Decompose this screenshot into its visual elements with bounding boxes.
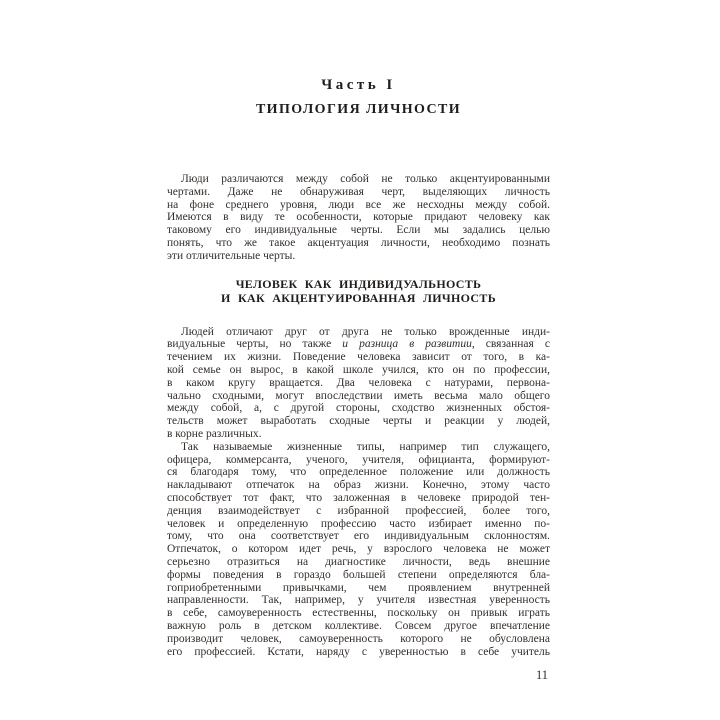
text-line: его профессией. Кстати, наряду с уверенностью в себе учитель: [167, 645, 550, 658]
text-line: кой семье он вырос, в какой школе учился, кто он по профессии,: [167, 363, 550, 376]
text-line: чертами. Даже не обнаруживая черт, выделяющих личность: [167, 185, 550, 198]
text-line: между собой, а, с другой стороны, сходство жизненных обстоя-: [167, 402, 550, 415]
text-line: Людей отличают друг от друга не только врожденные инди-: [181, 325, 550, 338]
body-paragraph-1: [167, 326, 550, 441]
body-paragraphs: [167, 326, 550, 659]
text-line: Отпечаток, о котором идет речь, у взрослого человека не может: [167, 543, 550, 556]
text-line: тельств может выработать сходные черты и реакции у людей,: [167, 415, 550, 428]
part-subtitle: ТИПОЛОГИЯ ЛИЧНОСТИ: [255, 102, 462, 117]
text-line: способствует тот факт, что заложенная в человеке природой тен-: [167, 491, 550, 504]
text-line: тому, что она соответствует его индивидуальным склонностям.: [167, 530, 550, 543]
text-line: производит человек, самоуверенность которого не обусловлена: [167, 632, 550, 645]
text-line: серьезно отразиться на диагностике личности, ведь внешние: [167, 555, 550, 568]
text-segment: , связанная с: [471, 338, 550, 351]
text-line: на фоне среднего уровня, люди все же несходны между собой.: [167, 198, 550, 211]
text-line: Люди различаются между собой не только акцентуированными: [181, 173, 550, 185]
text-line: в себе, самоуверенность естественны, поскольку он привык играть: [167, 607, 550, 620]
text-line: гоприобретенными привычками, чем проявлением внутренней: [167, 581, 550, 594]
page-number: 11: [535, 668, 548, 683]
intro-paragraph: [167, 173, 550, 263]
text-line: человек и определенную профессию часто избирает именно по-: [167, 517, 550, 530]
text-line: понять, что же такое акцентуация личности, необходимо познать: [167, 236, 550, 249]
text-line: Так называемые жизненные типы, например тип служащего,: [181, 440, 550, 453]
text-line: Имеются в виду те особенности, которые придают человеку как: [167, 211, 550, 224]
text-line: в корне различных.: [167, 427, 262, 440]
chapter-heading: [167, 277, 550, 306]
text-line: накладывают отпечаток на образ жизни. Конечно, этому часто: [167, 479, 550, 492]
text-line: ся благодаря тому, что определенное положение или должность: [167, 466, 550, 479]
text-line: формы поведения в гораздо большей степени определяются бла-: [167, 568, 550, 581]
text-line: [167, 338, 550, 351]
text-line: эти отличительные черты.: [167, 249, 296, 262]
text-line: денция взаимодействует с избранной профессией, более того,: [167, 504, 550, 517]
body-paragraph-2: [167, 441, 550, 659]
text-line: чально сходными, могут впоследствии иметь весьма мало общего: [167, 389, 550, 402]
text-segment: видуальные черты, но также: [167, 338, 343, 351]
text-line: течением их жизни. Поведение человека зависит от того, в ка-: [167, 351, 550, 364]
chapter-heading-line-2: И КАК АКЦЕНТУИРОВАННАЯ ЛИЧНОСТЬ: [221, 291, 496, 306]
italic-phrase: и разница в развитии: [342, 338, 472, 351]
text-line: офицера, коммерсанта, ученого, учителя, официанта, формируют-: [167, 453, 550, 466]
text-line: в каком кругу вращается. Два человека с натурами, первона-: [167, 376, 550, 389]
part-title: Часть I: [321, 77, 396, 93]
text-line: направленности. Так, например, у учителя известная уверенность: [167, 594, 550, 607]
page-content: [167, 0, 550, 682]
text-line: таковому его индивидуальные черты. Если мы задались целью: [167, 224, 550, 237]
chapter-heading-line-1: ЧЕЛОВЕК КАК ИНДИВИДУАЛЬНОСТЬ: [235, 276, 482, 291]
text-line: важную роль в детском коллективе. Совсем другое впечатление: [167, 619, 550, 632]
